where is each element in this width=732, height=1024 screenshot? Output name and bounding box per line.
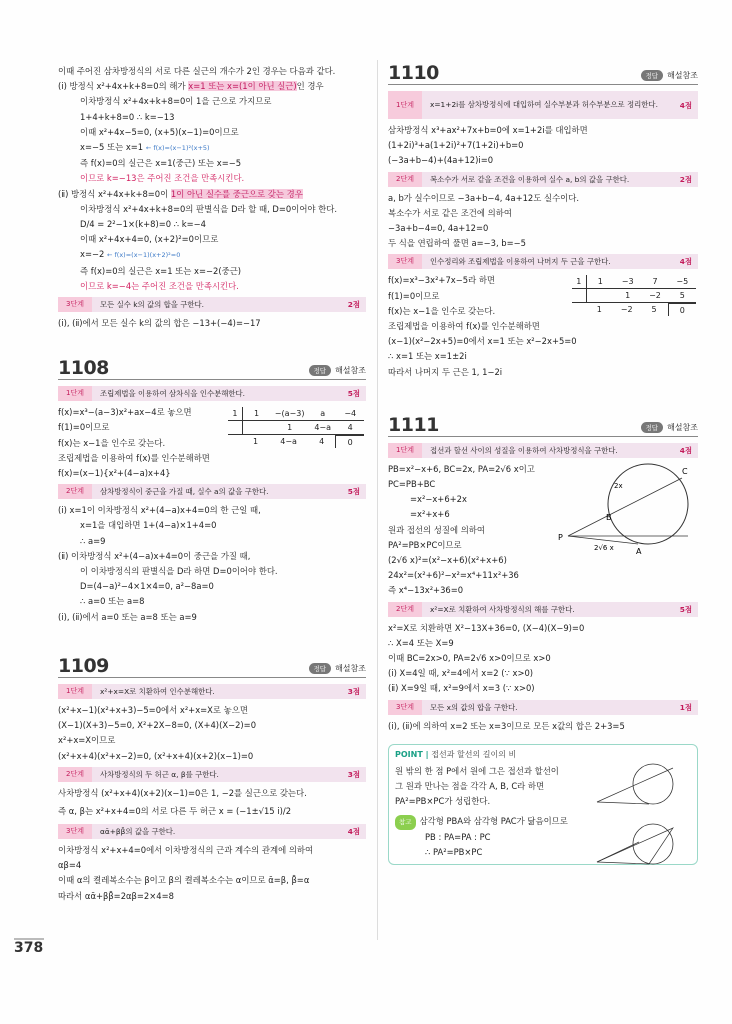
problem-number: 1109	[58, 654, 109, 677]
syn-cell: 1	[576, 277, 582, 287]
step-tag: 3단계	[58, 824, 92, 839]
syn-cell: −3	[621, 277, 634, 287]
step-text: 모든 x의 값의 합을 구한다.	[429, 702, 518, 712]
step-bar	[58, 484, 366, 499]
step-text: 조립제법을 이용하여 삼차식을 인수분해한다.	[99, 389, 246, 399]
syn-cell: 1	[596, 305, 602, 315]
secant-1	[597, 768, 673, 802]
solution-line: ∴ a=9	[80, 535, 106, 546]
step-tag: 2단계	[58, 484, 92, 499]
step-tag: 2단계	[58, 767, 92, 782]
case-1-tail: 인 경우	[296, 81, 324, 92]
step-points: 3점	[347, 686, 360, 696]
secant-line	[568, 478, 682, 536]
step-points: 2점	[347, 300, 360, 310]
syn-cell: 4−a	[314, 423, 332, 433]
badge-text: 해설참조	[335, 366, 366, 376]
badge-label: 정답	[641, 422, 664, 433]
solution-line: 복소수가 서로 같은 조건에 의하여	[388, 207, 512, 218]
step-tag: 1단계	[58, 386, 92, 401]
solution-line: 원과 접선의 성질에 의하여	[388, 524, 485, 535]
solution-line: (x²+x−1)(x²+x+3)−5=0에서 x²+x=X로 놓으면	[58, 704, 248, 715]
syn-cell: 4	[319, 437, 325, 447]
step-tag: 2단계	[388, 602, 422, 617]
solution-line: D=(4−a)²−4×1×4=0, a²−8a=0	[80, 581, 214, 592]
note-badge: 참고	[395, 815, 416, 830]
solution-line: 이때 α의 켤레복소수는 β이고 β의 켤레복소수는 α이므로 ᾱ=β, β̄=α	[58, 875, 310, 886]
solution-line: 조립제법을 이용하여 f(x)를 인수분해하면	[58, 452, 210, 463]
solution-line: −3a+b−4=0, 4a+12=0	[388, 223, 489, 234]
problem-number: 1111	[388, 413, 439, 436]
solution-line: a, b가 실수이므로 −3a+b−4, 4a+12도 실수이다.	[388, 192, 580, 203]
step-text: x²+x=X로 치환하여 인수분해한다.	[99, 686, 215, 696]
solution-line: 따라서 나머지 두 근은 1, 1−2i	[388, 366, 503, 377]
solution-line: PB=x²−x+6, BC=2x, PA=2√6 x이고	[388, 463, 535, 474]
step-bar	[388, 443, 698, 458]
segment-label: 2√6 x	[594, 543, 614, 552]
problem-header-1111	[388, 410, 698, 437]
solution-line: (ⅰ) x=1이 이차방정식 x²+(4−a)x+4=0의 한 근일 때,	[58, 505, 261, 516]
solution-line: f(x)는 x−1을 인수로 갖는다.	[58, 437, 166, 448]
solution-line: 1+4+k+8=0 ∴ k=−13	[80, 111, 175, 122]
solution-line: (x²+x+4)(x²+x−2)=0, (x²+x+4)(x+2)(x−1)=0	[58, 750, 254, 761]
solution-line: 사차방정식 (x²+x+4)(x+2)(x−1)=0은 1, −2를 실근으로 갖는다.	[58, 787, 307, 798]
solution-line: x²=X로 치환하면 X²−13X+36=0, (X−4)(X−9)=0	[388, 622, 585, 633]
solution-line: 두 식을 연립하여 풀면 a=−3, b=−5	[388, 238, 526, 249]
solution-line: 이차방정식 x²+4x+k+8=0의 판별식을 D라 할 때, D=0이어야 한다.	[80, 203, 338, 214]
syn-cell: a	[320, 409, 326, 419]
step-points: 4점	[679, 100, 692, 110]
point-label: P	[558, 532, 563, 542]
answer-badge	[641, 422, 698, 436]
solution-line: 즉 α, β는 x²+x+4=0의 서로 다른 두 허근 x = (−1±√15 i)/2	[58, 805, 292, 816]
syn-cell: −4	[344, 409, 357, 419]
point-title: POINT | 접선과 할선의 길이의 비	[395, 749, 517, 759]
arrow-annotation: ←	[145, 144, 154, 153]
point-line: PA²=PB×PC가 성립한다.	[395, 796, 491, 807]
step-text: αᾱ+ββ̄의 값을 구한다.	[99, 826, 176, 836]
solution-line: f(1)=0이므로	[388, 290, 440, 301]
syn-cell: 1	[253, 437, 259, 447]
syn-cell: 0	[668, 303, 696, 316]
point-subtitle: 접선과 할선의 길이의 비	[431, 749, 517, 759]
badge-text: 해설참조	[667, 71, 698, 80]
badge-text: 해설참조	[335, 663, 366, 673]
solution-line: 즉 f(x)=0의 실근은 x=1(중근) 또는 x=−5	[80, 158, 242, 169]
syn-cell: 4−a	[280, 437, 297, 447]
note-line: ∴ PA²=PB×PC	[425, 846, 483, 857]
solution-line: (x−1)(x²−2x+5)=0에서 x=1 또는 x²−2x+5=0	[388, 336, 577, 347]
point-label: C	[682, 466, 688, 476]
step-tag: 1단계	[388, 91, 422, 119]
tangent-1	[597, 802, 649, 804]
solution-line: (X−1)(X+3)−5=0, X²+2X−8=0, (X+4)(X−2)=0	[58, 720, 257, 731]
segment-label: 2x	[614, 481, 623, 490]
problem-header-1108	[58, 353, 366, 380]
arrow-annotation: ←	[107, 251, 115, 260]
solution-line: (ⅱ) X=9일 때, x²=9에서 x=3 (∵ x>0)	[388, 683, 535, 694]
solution-line: D/4 = 2²−1×(k+8)=0 ∴ k=−4	[80, 219, 206, 230]
solution-line: 따라서 αᾱ+ββ̄=2αβ=2×4=8	[58, 890, 174, 901]
highlight-text: 1이 아닌 실수를 중근으로 갖는 경우	[170, 188, 303, 199]
step-text: 접선과 할선 사이의 성질을 이용하여 사차방정식을 구한다.	[429, 445, 618, 455]
solution-line: 이때 x²+4x−5=0, (x+5)(x−1)=0이므로	[80, 126, 239, 137]
solution-line: f(x)는 x−1을 인수로 갖는다.	[388, 305, 496, 316]
note-line: 삼각형 PBA와 삼각형 PAC가 닮음이므로	[419, 815, 568, 826]
badge-text: 해설참조	[667, 422, 698, 432]
step-bar	[388, 91, 698, 119]
solution-line: PA²=PB×PC이므로	[388, 539, 462, 550]
solution-line: (ⅱ) 이차방정식 x²+(4−a)x+4=0이 중근을 가질 때,	[58, 550, 251, 561]
problem-number: 1108	[58, 357, 109, 380]
step-tag: 1단계	[58, 684, 92, 699]
solution-line: 이때 BC=2x>0, PA=2√6 x>0이므로 x>0	[388, 653, 551, 664]
step-bar	[388, 254, 698, 269]
step-points: 2점	[679, 174, 692, 184]
solution-line: ∴ X=4 또는 X=9	[388, 637, 454, 648]
circle	[608, 464, 688, 544]
secant-2	[597, 842, 639, 862]
solution-line: 24x²=(x²+6)²−x²=x⁴+11x²+36	[388, 570, 519, 581]
syn-cell: −2	[649, 291, 661, 301]
solution-line: f(x)=x³−3x²+7x−5라 하면	[388, 275, 496, 286]
syn-cell: 0	[335, 435, 364, 448]
step-bar	[58, 684, 366, 699]
step-text: 삼차방정식이 중근을 가질 때, 실수 a의 값을 구한다.	[99, 487, 269, 497]
annotation-text: f(x)=(x−1)(x+2)²=0	[114, 251, 181, 260]
triangle-2	[597, 828, 673, 864]
step-points: 4점	[679, 257, 692, 267]
solution-line: f(x)=(x−1){x²+(4−a)x+4}	[58, 468, 171, 479]
step-points: 3점	[347, 769, 360, 779]
solution-line: 이차방정식 x²+4x+k+8=0이 1을 근으로 가지므로	[80, 96, 272, 107]
solution-line: ∴ a=0 또는 a=8	[80, 596, 145, 607]
right-column	[388, 58, 698, 865]
point-line: 그 원과 만나는 점을 각각 A, B, C라 하면	[395, 781, 545, 792]
step-bar	[388, 602, 698, 617]
highlight-text: x=1 또는 x=(1이 아닌 실근)	[188, 81, 297, 92]
solution-line: x=−2	[80, 249, 105, 260]
tangent-secant-figure	[556, 458, 696, 558]
point-label: B	[606, 512, 612, 522]
step-points: 5점	[679, 604, 692, 614]
syn-cell: −5	[676, 277, 689, 287]
circle-1	[633, 764, 673, 804]
problem-number: 1110	[388, 62, 439, 84]
step-tag: 3단계	[388, 254, 422, 269]
solution-line: (ⅰ), (ⅱ)에서 a=0 또는 a=8 또는 a=9	[58, 611, 197, 622]
solution-line: (ⅰ) X=4일 때, x²=4에서 x=2 (∵ x>0)	[388, 668, 534, 679]
solution-line: 즉 x⁴−13x²+36=0	[388, 585, 464, 596]
note-line: PB : PA=PA : PC	[425, 831, 491, 842]
badge-label: 정답	[641, 70, 664, 81]
tangent-line	[568, 536, 638, 544]
point-line: 원 밖의 한 점 P에서 원에 그은 접선과 할선이	[395, 765, 559, 776]
step-text: 인수정리와 조립제법을 이용하여 나머지 두 근을 구한다.	[429, 257, 611, 267]
solution-line: ∴ x=1 또는 x=1±2i	[388, 351, 467, 362]
solution-line: 이차방정식 x²+x+4=0에서 이차방정식의 근과 계수의 관계에 의하여	[58, 844, 314, 855]
step-points: 1점	[679, 702, 692, 712]
step-text: 사차방정식의 두 허근 α, β를 구한다.	[99, 769, 219, 779]
step-text: x²=X로 치환하여 사차방정식의 해를 구한다.	[429, 604, 575, 614]
step-tag: 1단계	[388, 443, 422, 458]
problem-header-1110	[388, 58, 698, 85]
step-points: 4점	[679, 445, 692, 455]
problem-header-1109	[58, 651, 366, 678]
step-text: 모든 실수 k의 값의 합을 구한다.	[99, 300, 205, 310]
step-bar	[58, 386, 366, 401]
syn-cell: 1	[586, 275, 614, 288]
step-bar	[388, 700, 698, 715]
answer-badge	[309, 365, 366, 379]
step-tag: 3단계	[388, 700, 422, 715]
step-text: x=1+2i를 삼차방정식에 대입하여 실수부분과 허수부분으로 정리한다.	[429, 100, 658, 109]
syn-cell: −2	[620, 305, 633, 315]
step-points: 5점	[347, 487, 360, 497]
point-box	[388, 744, 698, 865]
syn-cell: 4	[347, 423, 353, 433]
solution-line: f(1)=0이므로	[58, 422, 110, 433]
solution-line: 즉 f(x)=0의 실근은 x=1 또는 x=−2(중근)	[80, 265, 242, 276]
point-label: A	[636, 546, 642, 556]
solution-line: PC=PB+BC	[388, 479, 436, 490]
solution-line: αβ=4	[58, 860, 82, 871]
step-bar	[58, 767, 366, 782]
synthetic-division-1108	[228, 407, 364, 448]
answer-badge	[309, 663, 366, 677]
solution-line: x=1을 대입하면 1+(4−a)×1+4=0	[80, 520, 217, 531]
step-points: 5점	[347, 389, 360, 399]
syn-cell: 7	[652, 277, 658, 287]
intro-line: 이때 주어진 삼차방정식의 서로 다른 실근의 개수가 2인 경우는 다음과 같다.	[58, 66, 336, 76]
solution-line: =x²−x+6+2x	[410, 494, 467, 505]
solution-line: 이므로 k=−4는 주어진 조건을 만족시킨다.	[80, 280, 239, 291]
syn-cell: 5	[651, 305, 657, 315]
case-2-lead: (ⅱ) 방정식 x²+4x+k+8=0이	[58, 188, 171, 199]
step-points: 4점	[347, 826, 360, 836]
step-bar	[58, 824, 366, 839]
case-1-lead: (ⅰ) 방정식 x²+4x+k+8=0의 해가	[58, 81, 189, 92]
solution-line: 이 이차방정식의 판별식을 D라 하면 D=0이어야 한다.	[80, 566, 278, 577]
step-text: 복소수가 서로 같을 조건을 이용하여 실수 a, b의 값을 구한다.	[429, 174, 630, 184]
syn-cell: 1	[287, 423, 293, 433]
syn-cell: 1	[242, 407, 271, 420]
solution-line: =x²+x+6	[410, 509, 450, 520]
step-bar	[58, 297, 366, 312]
solution-line: f(x)=x³−(a−3)x²+ax−4로 놓으면	[58, 407, 192, 418]
syn-cell: −(a−3)	[274, 409, 305, 419]
syn-cell: 1	[625, 291, 631, 301]
solution-line: (−3a+b−4)+(4a+12)i=0	[388, 155, 494, 166]
solution-line: (2√6 x)²=(x²−x+6)(x²+x+6)	[388, 555, 507, 566]
step-tag: 3단계	[58, 297, 92, 312]
step-tag: 2단계	[388, 172, 422, 187]
badge-label: 정답	[309, 365, 332, 376]
solution-line: 이므로 k=−13은 주어진 조건을 만족시킨다.	[80, 173, 245, 184]
badge-label: 정답	[309, 663, 332, 674]
solution-line: x=−5 또는 x=1	[80, 142, 144, 153]
step-bar	[388, 172, 698, 187]
solution-line: (1+2i)³+a(1+2i)²+7(1+2i)+b=0	[388, 140, 524, 151]
answer-badge	[641, 70, 698, 84]
page-number: 378	[14, 940, 44, 956]
point-figures	[591, 760, 691, 874]
syn-cell: 1	[232, 409, 238, 419]
solution-line: 이때 x²+4x+4=0, (x+2)²=0이므로	[80, 234, 219, 245]
solution-line: (ⅰ), (ⅱ)에서 모든 실수 k의 값의 합은 −13+(−4)=−17	[58, 318, 261, 329]
column-divider	[377, 60, 378, 940]
syn-cell: 5	[679, 291, 685, 301]
left-column	[58, 64, 366, 904]
annotation-text: f(x)=(x−1)²(x+5)	[153, 144, 210, 153]
solution-line: (ⅰ), (ⅱ)에 의하여 x=2 또는 x=3이므로 모든 x값의 합은 2+3=5	[388, 720, 625, 731]
synthetic-division-1110	[572, 275, 696, 316]
point-label: POINT	[395, 749, 423, 759]
solution-line: 삼차방정식 x³+ax²+7x+b=0에 x=1+2i를 대입하면	[388, 125, 588, 135]
solution-line: x²+x=X이므로	[58, 735, 116, 746]
solution-line: 조립제법을 이용하여 f(x)를 인수분해하면	[388, 321, 540, 332]
